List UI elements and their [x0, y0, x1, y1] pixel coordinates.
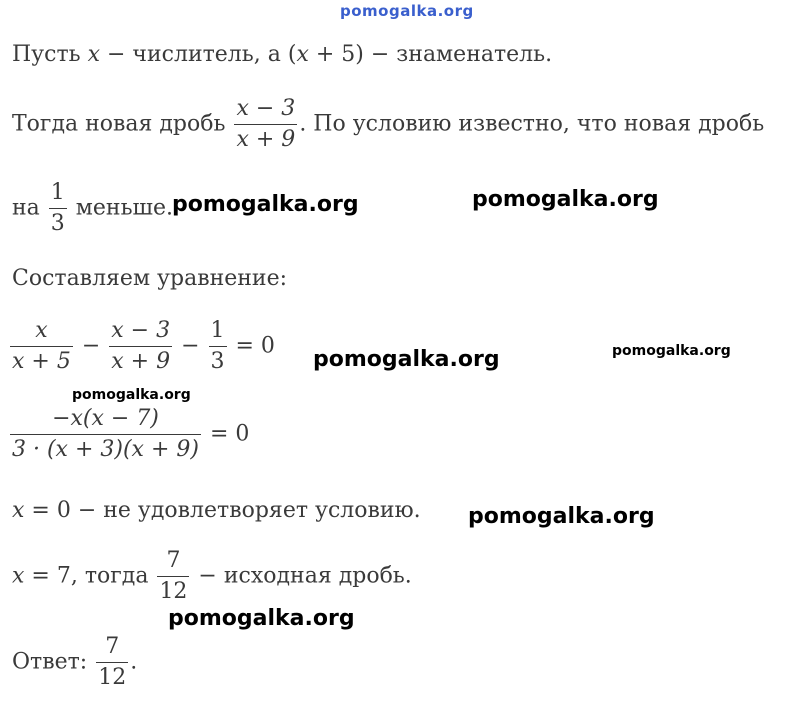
text-segment: Ответ:	[12, 649, 95, 675]
fraction-numerator: x − 3	[236, 96, 296, 121]
text-line-1	[12, 42, 552, 68]
text-segment: + 5) − знаменатель.	[308, 42, 553, 67]
text-line-8	[12, 548, 412, 605]
watermark: pomogalka.org	[72, 387, 191, 403]
text-segment: меньше.	[68, 195, 174, 221]
watermark: pomogalka.org	[472, 187, 659, 212]
fraction	[157, 548, 189, 605]
watermark: pomogalka.org	[168, 606, 355, 631]
fraction	[10, 318, 73, 375]
equation-1	[8, 318, 275, 375]
equation-2	[8, 406, 249, 463]
text-segment: . По условию известно, что новая дробь	[299, 111, 765, 137]
math-var: x	[87, 42, 101, 67]
text-segment: = 7, тогда	[24, 563, 156, 589]
text-line-3	[12, 180, 173, 237]
fraction-denominator: 3	[49, 208, 67, 237]
text-segment: − исходная дробь.	[191, 563, 412, 589]
operator: = 0	[228, 333, 275, 359]
fraction-numerator: 7	[105, 634, 120, 659]
watermark: pomogalka.org	[313, 347, 500, 372]
operator: −	[74, 333, 108, 359]
text-segment: на	[12, 195, 47, 221]
fraction-numerator: 7	[166, 548, 181, 573]
watermark: pomogalka.org	[172, 192, 359, 217]
fraction	[96, 634, 128, 691]
fraction	[109, 318, 172, 375]
fraction-denominator: 12	[157, 576, 189, 605]
text-segment: Пусть	[12, 42, 88, 67]
math-var: x	[12, 563, 25, 589]
text-segment: = 0 − не удовлетворяет условию.	[24, 498, 421, 523]
text-segment: − числитель, а (	[100, 42, 297, 67]
text-line-2	[12, 96, 764, 153]
text-line-7	[12, 498, 421, 524]
math-var: x	[296, 42, 309, 67]
header-watermark: pomogalka.org	[340, 2, 474, 20]
fraction-denominator: 12	[96, 662, 128, 691]
fraction-denominator: x + 5	[10, 346, 73, 375]
operator: −	[174, 333, 207, 359]
operator: = 0	[202, 421, 250, 447]
fraction-denominator: 3 · (x + 3)(x + 9)	[10, 434, 201, 463]
text-segment: Тогда новая дробь	[12, 111, 233, 137]
fraction	[10, 406, 201, 463]
watermark: pomogalka.org	[468, 504, 655, 529]
fraction-numerator: x − 3	[111, 318, 171, 343]
answer-line	[12, 634, 137, 691]
fraction-numerator: 1	[50, 180, 65, 205]
fraction-numerator: −x(x − 7)	[52, 406, 159, 431]
fraction-denominator: x + 9	[234, 124, 297, 153]
math-var: x	[12, 498, 25, 523]
fraction-denominator: x + 9	[109, 346, 172, 375]
fraction-numerator: x	[35, 318, 48, 343]
text-line-4: Составляем уравнение:	[12, 266, 288, 291]
fraction	[49, 180, 67, 237]
watermark: pomogalka.org	[612, 343, 731, 359]
fraction-numerator: 1	[210, 318, 225, 343]
fraction	[209, 318, 227, 375]
fraction	[234, 96, 297, 153]
text-segment: .	[130, 649, 138, 675]
fraction-denominator: 3	[209, 346, 227, 375]
